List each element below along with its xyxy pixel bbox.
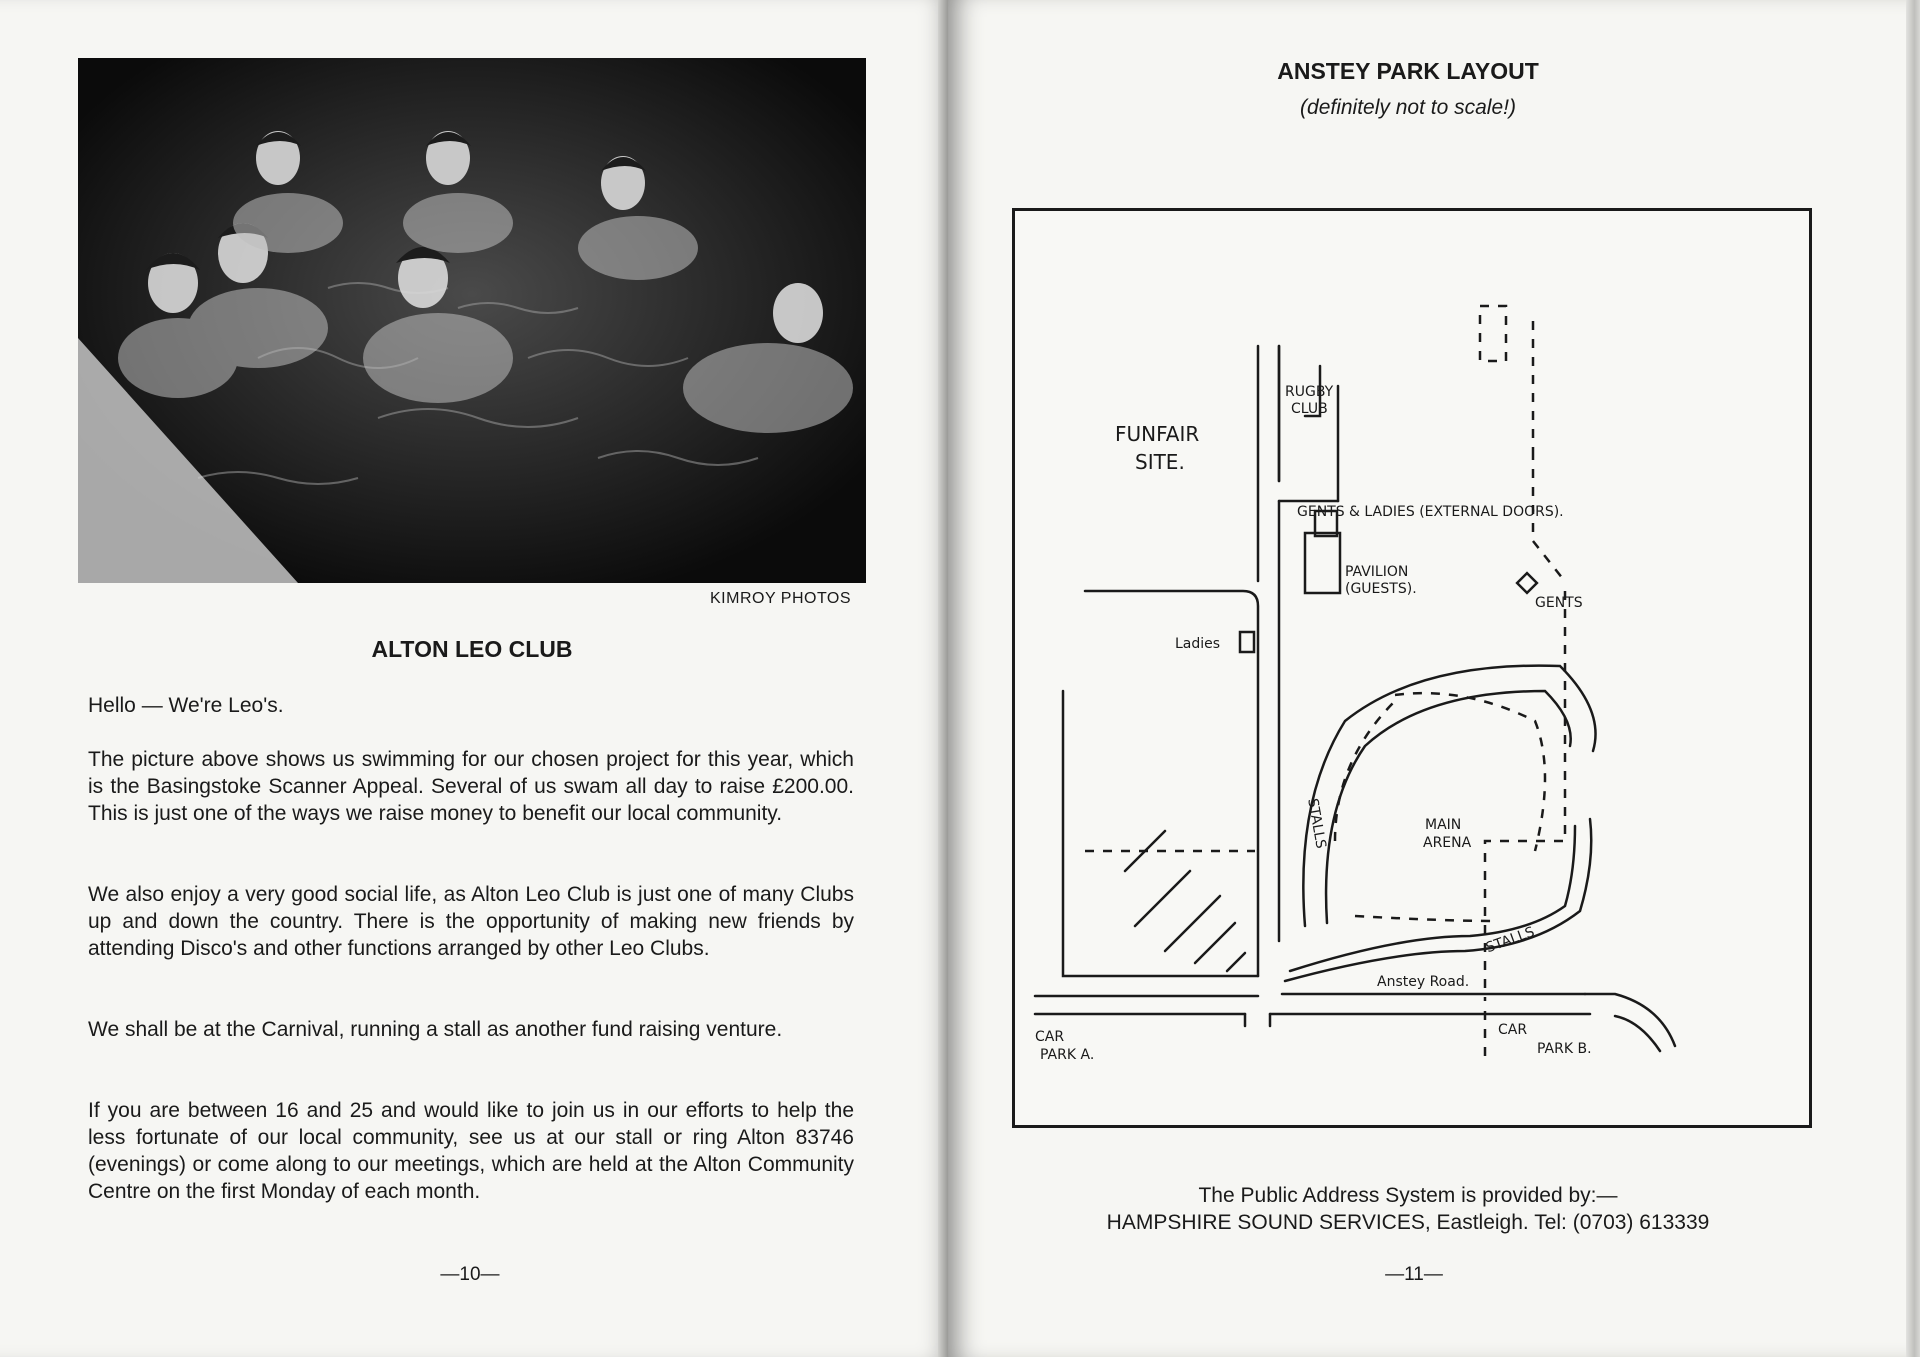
arena-track-outer [1303,666,1595,926]
pavilion-label: PAVILION [1345,564,1409,580]
rugby-label: RUGBY [1285,384,1334,400]
car-park-a-label-2: PARK A. [1040,1047,1095,1063]
stalls-bottom-label: STALLS [1483,924,1537,957]
hatch [1135,871,1190,926]
page-title: ALTON LEO CLUB [371,636,573,662]
photo-credit: KIMROY PHOTOS [710,590,852,607]
arena-label-2: ARENA [1423,835,1472,851]
left-field-line [1085,591,1258,976]
arena-dotted [1355,916,1495,921]
dashed-enclosure [1480,306,1506,361]
paragraph-2: We also enjoy a very good social life, as Alton Leo Club is just one of many Clubs up and down the country. There is the opportunity of making new friends by attending Disco's and other functions arranged by other Leo Clubs. [88,883,854,960]
funfair-label: FUNFAIR [1115,422,1200,446]
footer-line-2: HAMPSHIRE SOUND SERVICES, Eastleigh. Tel: (0703) 613339 [1106,1211,1710,1234]
page-edge [1906,0,1920,1357]
car-park-a-label: CAR [1035,1029,1065,1045]
boundary-dashed [1533,321,1563,579]
paragraph-4: If you are between 16 and 25 and would like to join us in our efforts to help the less fortunate of our local community, see us at our stall or ring Alton 83746 (evenings) or come along to our meetings, which are held at the Alton Community Centre on the first Monday of each month. [88,1099,854,1203]
rugby-label-2: CLUB [1291,401,1328,417]
paragraph-3: We shall be at the Carnival, running a stall as another fund raising venture. [88,1018,783,1041]
map-drawing [1015,211,1809,1125]
toilets-note: GENTS & LADIES (EXTERNAL DOORS). [1297,504,1564,520]
hatch [1227,953,1245,971]
car-park-b-road [1585,994,1675,1046]
car-park-b-label: CAR [1498,1022,1528,1038]
ladies-label: Ladies [1175,636,1221,652]
map-title: ANSTEY PARK LAYOUT [1277,58,1539,84]
gents-label: GENTS [1535,595,1583,611]
left-field-outline [1063,691,1258,976]
arena-dotted [1395,693,1545,851]
left-page [0,0,948,1357]
greeting-text: Hello — We're Leo's. [88,694,284,717]
funfair-label-2: SITE. [1135,450,1185,474]
paragraph-1: The picture above shows us swimming for our chosen project for this year, which is the Basingstoke Scanner Appeal. Several of us swam all day to raise £200.00. This is just one of the ways we raise money to benefit our local community. [88,748,854,825]
arena-label: MAIN [1425,817,1462,833]
hatch [1195,923,1235,963]
map-subtitle: (definitely not to scale!) [1300,96,1516,119]
park-map [1012,208,1812,1128]
footer-line-1: The Public Address System is provided by:— [1198,1184,1618,1207]
pavilion-building [1305,533,1340,593]
pavilion-label-2: (GUESTS). [1345,581,1417,597]
car-park-b-label-2: PARK B. [1537,1041,1592,1057]
arena-track-inner [1326,691,1571,923]
car-park-b-road [1615,1016,1660,1051]
ladies-toilet [1240,632,1254,652]
gents-toilet [1517,573,1537,593]
swimming-photo [78,58,866,583]
stalls-left-label: STALLS [1304,797,1329,850]
page-number: —11— [1385,1264,1443,1285]
page-number: —10— [440,1264,500,1285]
road-label: Anstey Road. [1377,974,1470,990]
hatch [1165,896,1220,951]
